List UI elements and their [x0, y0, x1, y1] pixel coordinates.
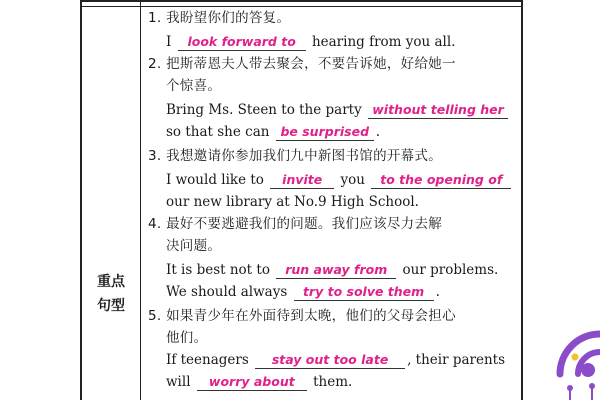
item3-chinese: 3. 我想邀请你参加我们九中新图书馆的开幕式。: [148, 148, 443, 164]
answer-blank: to the opening of: [371, 172, 511, 189]
item4-chinese-line1: 4. 最好不要逃避我们的问题。我们应该尽力去解: [148, 216, 443, 232]
item5-chinese-line1: 5. 如果青少年在外面待到太晚，他们的父母会担心: [148, 308, 456, 324]
item3-english-line1: I would like to invite you to the opening of: [166, 170, 513, 190]
item1-english: I look forward to hearing from you all.: [166, 34, 456, 50]
answer-blank: invite: [270, 172, 334, 189]
column-divider: [140, 0, 141, 400]
answer-blank: without telling her: [368, 102, 508, 119]
item4-english-line2: We should always try to solve them .: [166, 284, 440, 300]
item2-english-line2: so that she can be surprised .: [166, 124, 381, 140]
item5-english-line1: If teenagers stay out too late , their parents: [166, 352, 506, 368]
item3-english-line2: our new library at No.9 High School.: [166, 194, 419, 210]
answer-blank: look forward to: [178, 34, 306, 51]
section-label-line1: 重点: [97, 274, 125, 290]
answer-blank: try to solve them: [294, 284, 434, 301]
answer-blank: run away from: [276, 262, 396, 279]
item1-chinese: 1. 我盼望你们的答复。: [148, 10, 291, 26]
item2-chinese-line2: 个惊喜。: [166, 78, 222, 94]
exercise-table: [80, 0, 523, 400]
item5-english-line2: will worry about them.: [166, 374, 353, 390]
answer-blank: worry about: [197, 374, 307, 391]
item2-english-line1: Bring Ms. Steen to the party without telling her: [166, 100, 510, 120]
item4-english-line1: It is best not to run away from our problems.: [166, 262, 499, 278]
answer-blank: be surprised: [276, 124, 374, 141]
section-label: [82, 270, 140, 318]
section-label-line2: 句型: [97, 298, 125, 314]
item2-chinese-line1: 2. 把斯蒂恩夫人带去聚会，不要告诉她，好给她一: [148, 56, 456, 72]
answer-blank: stay out too late: [255, 352, 405, 369]
item5-chinese-line2: 他们。: [166, 330, 208, 346]
publisher-logo-icon: [530, 320, 600, 400]
item4-chinese-line2: 决问题。: [166, 238, 222, 254]
